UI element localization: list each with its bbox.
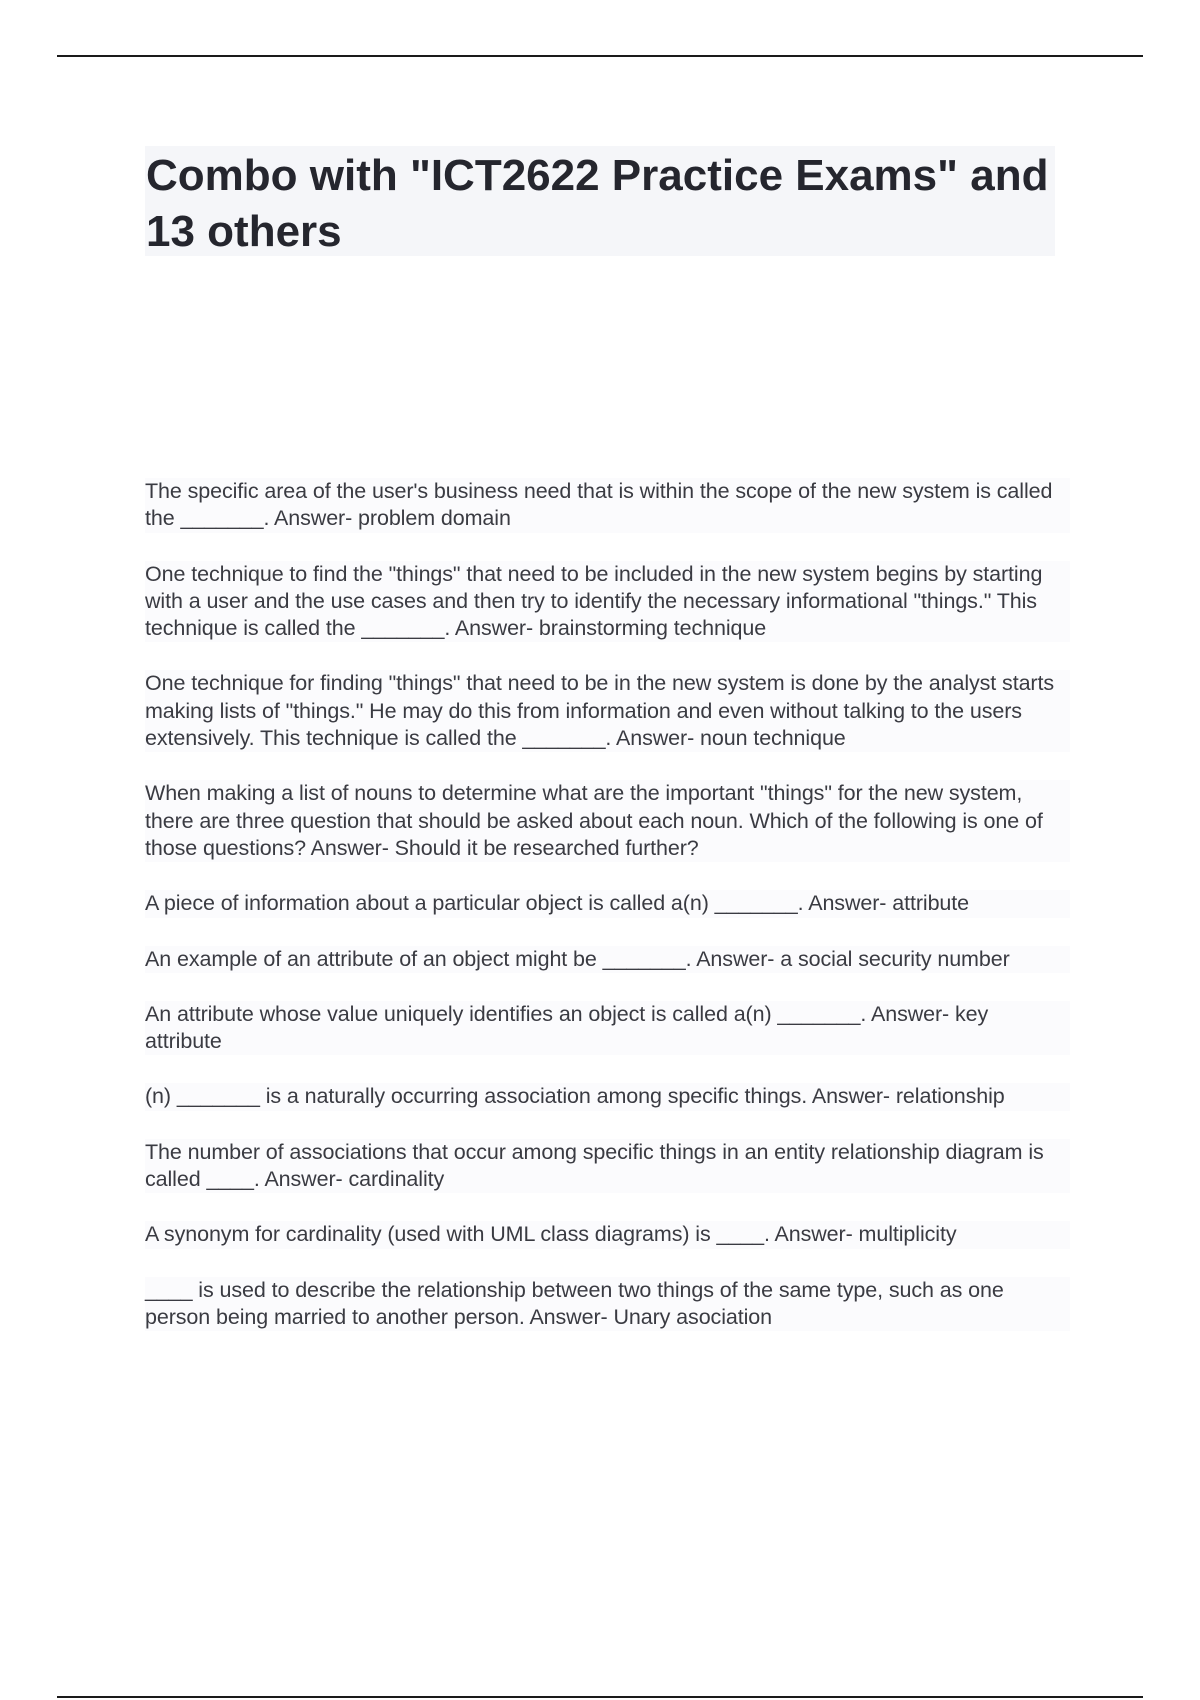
qa-item: The specific area of the user's business need that is within the scope of the new system is called the _______. Answer- problem domain [145, 478, 1070, 533]
qa-item: ____ is used to describe the relationship between two things of the same type, such as one person being married to another person. Answer- Unary asociation [145, 1277, 1070, 1332]
qa-item: One technique for finding "things" that need to be in the new system is done by the analyst starts making lists of "things." He may do this from information and even without talking to the users extensively. This technique is called the _______. Answer- noun technique [145, 670, 1070, 752]
qa-item: An example of an attribute of an object might be _______. Answer- a social security number [145, 946, 1070, 973]
top-rule [57, 55, 1143, 57]
qa-item: (n) _______ is a naturally occurring association among specific things. Answer- relationship [145, 1083, 1070, 1110]
document-title: Combo with "ICT2622 Practice Exams" and 13 others [146, 151, 1049, 256]
qa-item: One technique to find the "things" that need to be included in the new system begins by starting with a user and the use cases and then try to identify the necessary informational "things." This technique is called the _______. Answer- brainstorming technique [145, 561, 1070, 643]
qa-item: A piece of information about a particular object is called a(n) _______. Answer- attribute [145, 890, 1070, 917]
bottom-rule [57, 1696, 1143, 1698]
qa-item: The number of associations that occur among specific things in an entity relationship diagram is called ____. Answer- cardinality [145, 1139, 1070, 1194]
qa-item: An attribute whose value uniquely identifies an object is called a(n) _______. Answer- key attribute [145, 1001, 1070, 1056]
qa-item: When making a list of nouns to determine what are the important "things" for the new system, there are three question that should be asked about each noun. Which of the following is one of those questions? Answer- Should it be researched further? [145, 780, 1070, 862]
qa-item: A synonym for cardinality (used with UML class diagrams) is ____. Answer- multiplicity [145, 1221, 1070, 1248]
qa-list [145, 478, 1070, 1359]
